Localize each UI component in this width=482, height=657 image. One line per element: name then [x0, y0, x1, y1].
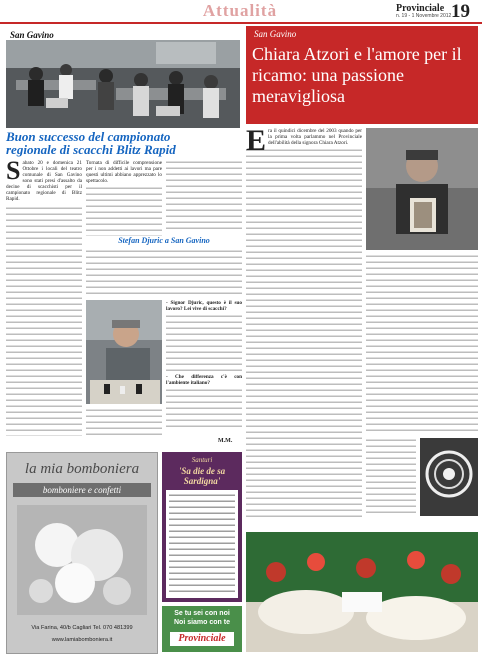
santuri-title-line2: Sardigna': [183, 476, 221, 486]
embroidery-title: [252, 44, 474, 107]
ad-flowers-image: [17, 505, 147, 615]
embroidery-column-1: [246, 124, 362, 528]
bomboniera-ad: [6, 452, 158, 654]
page-number: 19: [451, 1, 470, 22]
chess-lead-text: abato 20 e domenica 21 Ottobre i locali del teatro comunale di San Gavino sono stati presi d'assalto da decine di scacchisti per il campionato regionale di Blitz Rapid.: [6, 160, 82, 202]
embroidery-text-col2: [366, 254, 478, 434]
embroidery-drop-cap: E: [246, 124, 267, 157]
ad-brand: la mia bomboniera: [24, 461, 140, 477]
embroidery-title-line2: ricamo: una passione meravigliosa: [252, 65, 404, 106]
lace-photo-small: [420, 438, 478, 516]
chess-tag: San Gavino: [6, 30, 58, 40]
chiara-photo: [366, 128, 478, 250]
chess-drop-cap: S: [6, 156, 21, 185]
embroidery-text-col3: [366, 438, 416, 516]
embroidery-text-col1: [246, 148, 362, 518]
embroidery-lead-text: ra il quindici dicembre del 2003 quando per la prima volta parlammo nel Provinciale dell'abilità della signora Chiara Atzori.: [268, 128, 362, 146]
interview-question-2: - Che differenza c'è con l'ambiente italiano?: [166, 374, 242, 386]
promo-box: [162, 606, 242, 652]
promo-line2: Noi siamo con te: [173, 619, 230, 626]
santuri-tag: Santuri: [191, 456, 213, 464]
chess-column-2: [86, 160, 162, 230]
chess-column-3: [166, 160, 242, 230]
chess-byline: Stefan Djuric a San Gavino: [118, 236, 210, 245]
player-photo: [86, 300, 162, 404]
chess-column-1: [6, 156, 82, 446]
santuri-title: [164, 466, 240, 486]
issue-info: n. 19 - 1 Novembre 2012: [396, 13, 452, 19]
promo-line1: Se tu sei con noi: [174, 610, 230, 617]
santuri-text-panel: [166, 490, 238, 598]
ad-website[interactable]: www.lamiabomboniera.it: [51, 637, 113, 643]
interview-question-1: - Signor Djuric, questo è il suo lavoro? Lei vive di scacchi?: [166, 300, 242, 312]
embroidery-bottom-photo: [246, 532, 478, 652]
embroidery-title-line1: Chiara Atzori e l'amore per il: [252, 44, 462, 64]
chess-signature: M.M.: [218, 438, 233, 444]
embroidery-header-box: [246, 26, 478, 124]
santuri-title-line1: 'Sa die de sa: [178, 466, 226, 476]
chess-interview-column: [166, 300, 242, 440]
chess-text-bottom: [86, 408, 162, 438]
chess-title: [6, 130, 242, 156]
promo-brand: Provinciale: [170, 632, 234, 646]
embroidery-tag: San Gavino: [254, 29, 297, 39]
santuri-box: [162, 452, 242, 602]
chess-title-line1: Buon successo del campionato: [6, 129, 171, 144]
chess-text-col1: [6, 206, 82, 436]
ad-address: Via Farina, 40/b Cagliari Tel. 070 481399: [31, 625, 133, 631]
brand-logo: Provinciale: [396, 3, 445, 14]
chess-title-line2: regionale di scacchi Blitz Rapid: [6, 142, 176, 157]
chess-photo: [6, 40, 240, 128]
chess-interview-text: [86, 249, 242, 297]
ad-tagline: bomboniere e confetti: [13, 483, 151, 497]
section-title: Attualità: [202, 1, 278, 20]
chess-body-text: Tornata di difficile comprensione per i non addetti ai lavori ma pare questi ultimi abbiano apprezzato lo spettacolo.: [86, 160, 162, 184]
